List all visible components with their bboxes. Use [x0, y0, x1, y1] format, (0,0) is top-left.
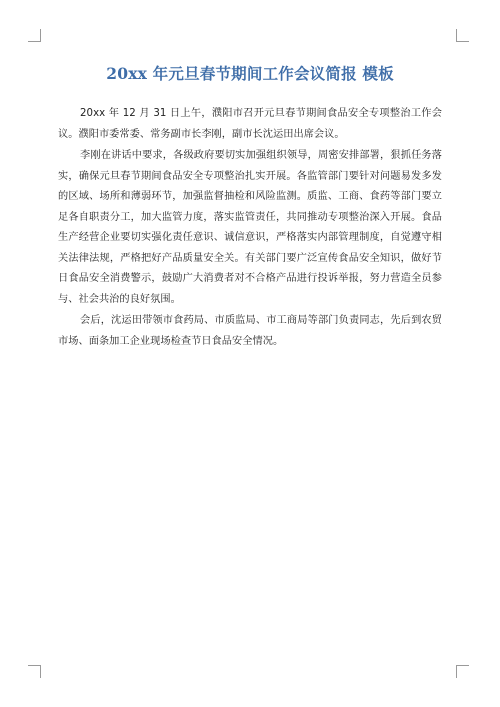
crop-mark-top-right	[456, 29, 469, 42]
crop-mark-top-left	[28, 29, 41, 42]
crop-mark-bottom-left	[28, 665, 41, 678]
document-body	[58, 104, 442, 352]
document-title: 20xx 年元旦春节期间工作会议简报 模板	[106, 64, 394, 83]
paragraph-site-inspection: 会后，沈运田带领市食药局、市质监局、市工商局等部门负责同志，先后到农贸市场、面条加工企业现场检查节日食品安全情况。	[58, 315, 442, 347]
paragraph-meeting-intro: 20xx 年 12 月 31 日上午，濮阳市召开元旦春节期间食品安全专项整治工作会议。濮阳市委常委、常务副市长李刚，副市长沈运田出席会议。	[58, 108, 442, 140]
crop-mark-bottom-right	[456, 665, 469, 678]
paragraph-speech-requirements: 李刚在讲话中要求，各级政府要切实加强组织领导，周密安排部署，狠抓任务落实，确保元旦春节期间食品安全专项整治扎实开展。各监管部门要针对问题易发多发的区域、场所和薄弱环节，加强监督抽检和风险监测。质监、工商、食药等部门要立足各自职责分工，加大监管力度，落实监管责任，共同推动专项整治深入开展。食品生产经营企业要切实强化责任意识、诚信意识，严格落实内部管理制度，自觉遵守相关法律法规，严格把好产品质量安全关。有关部门要广泛宣传食品安全知识，做好节日食品安全消费警示，鼓励广大消费者对不合格产品进行投诉举报，努力营造全员参与、社会共治的良好氛围。	[58, 150, 442, 305]
